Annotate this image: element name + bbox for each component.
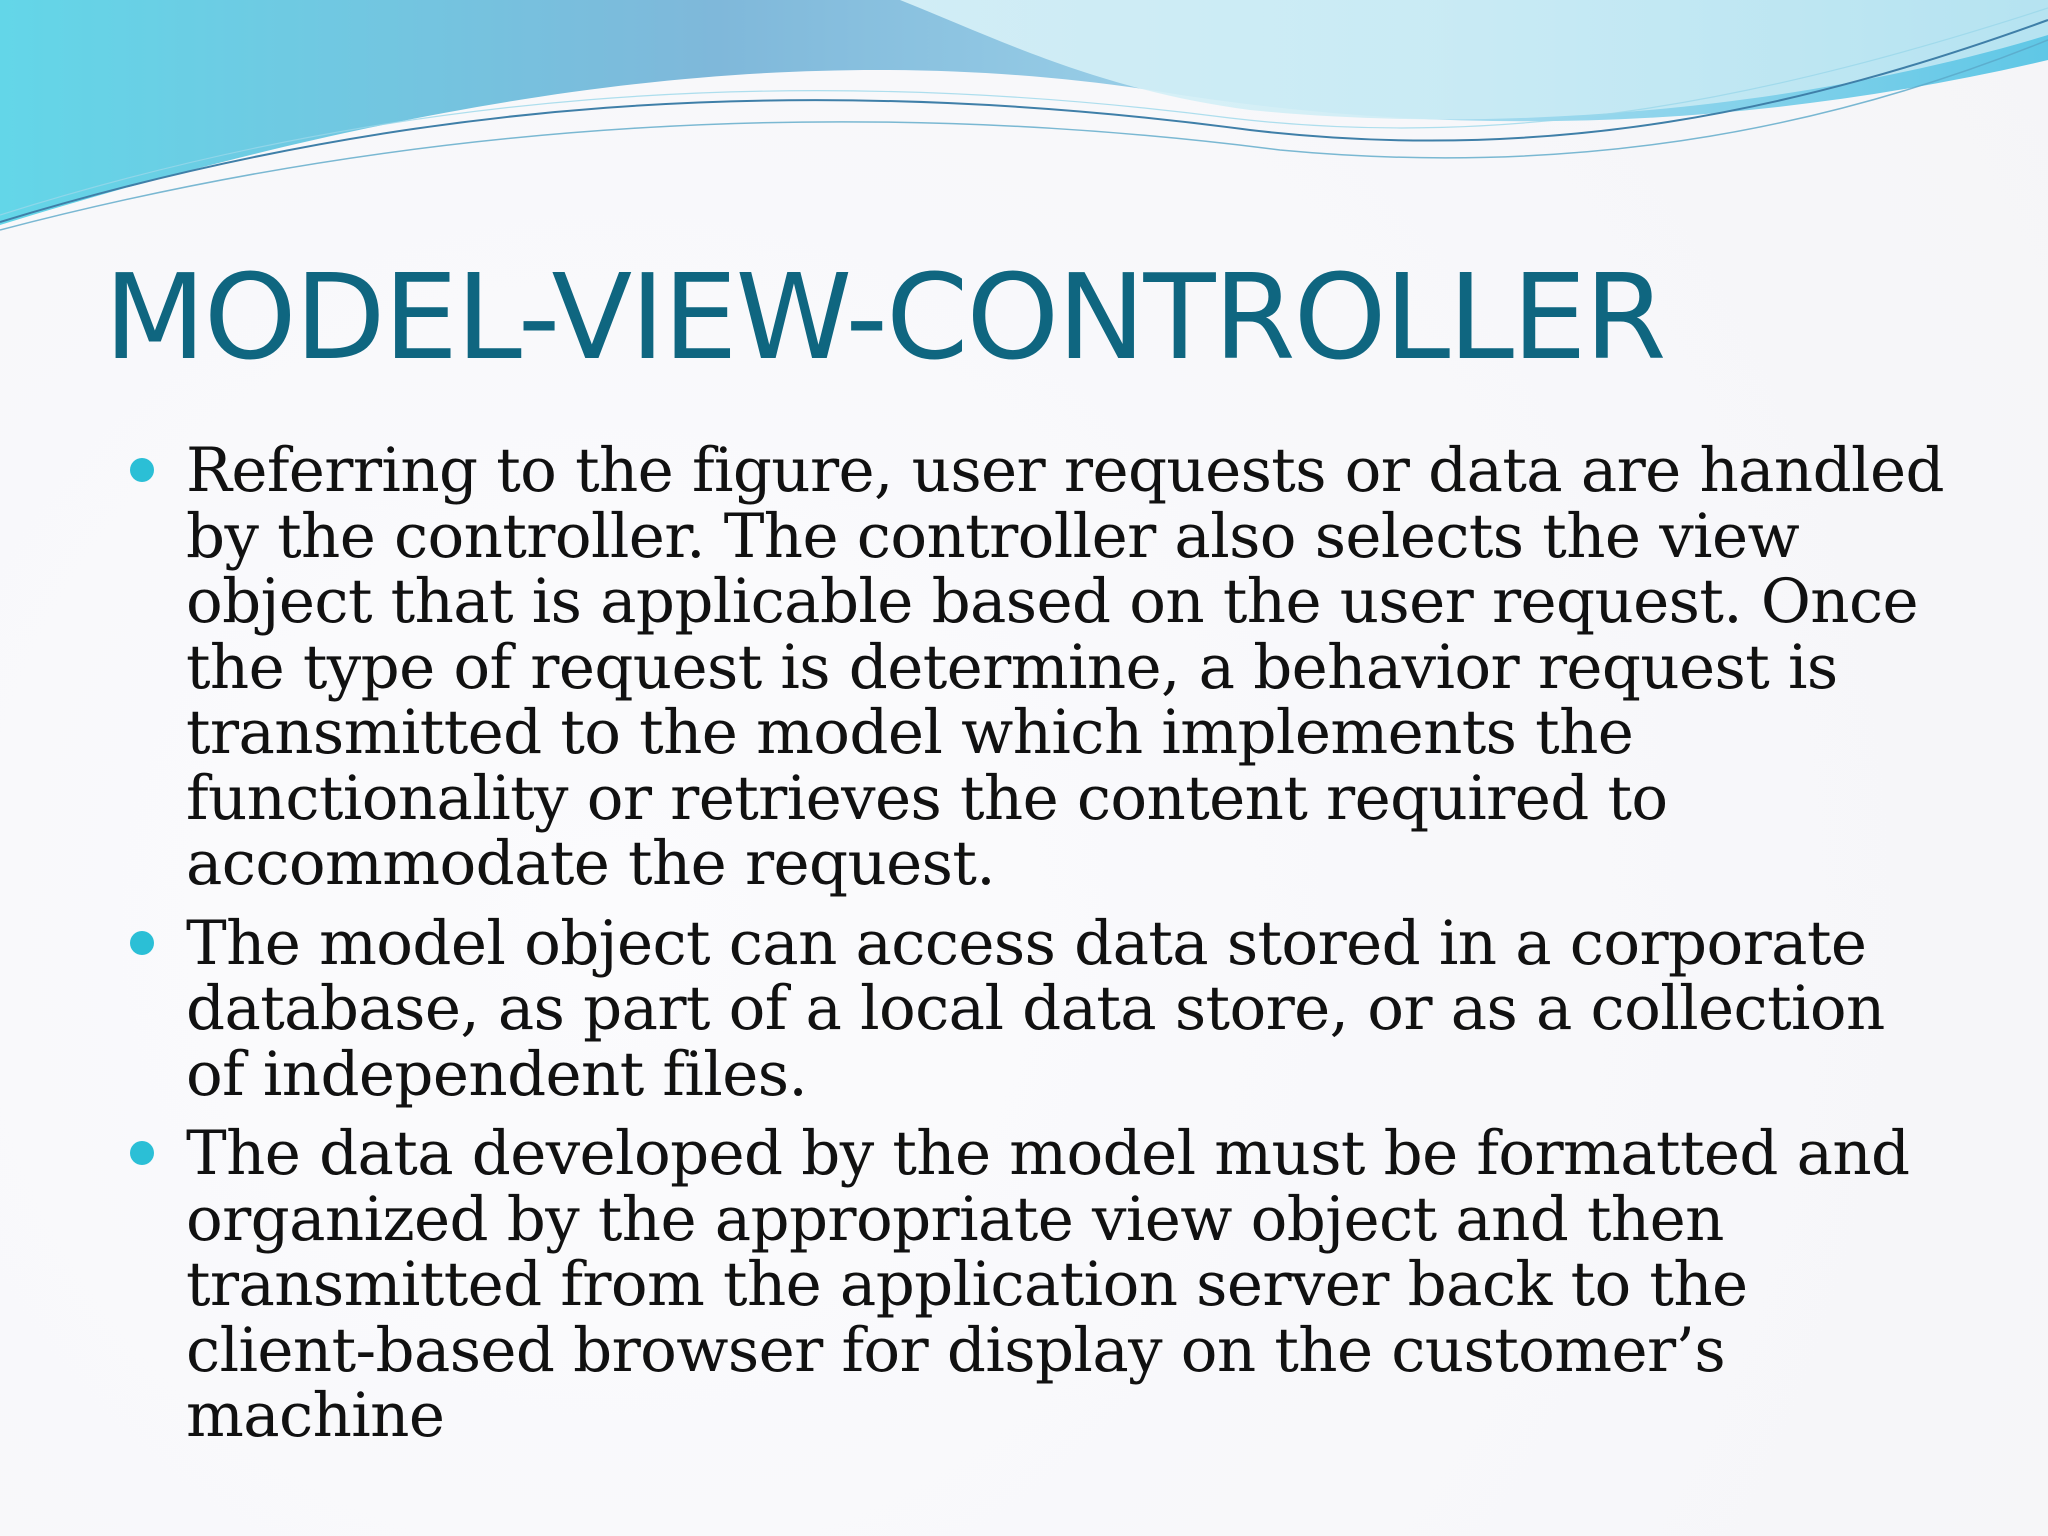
bullet-dot-icon: [130, 1141, 154, 1165]
bullet-text: Referring to the figure, user requests or data are handled by the controller. The controller also selects the view object that is applicable based on the user request. Once the type of request is determine, a behavior request is transmitted to the model which implements the functionality or retrieves the content required to accommodate the request.: [186, 435, 1944, 899]
bullet-text: The data developed by the model must be formatted and organized by the appropriate view object and then transmitted from the application server back to the client-based browser for display on the customer’s machine: [186, 1118, 1910, 1451]
header-wave-decoration: [0, 0, 2048, 240]
bullet-text: The model object can access data stored in a corporate database, as part of a local data store, or as a collection of independent files.: [186, 907, 1885, 1110]
slide-title: MODEL-VIEW-CONTROLLER: [104, 248, 1665, 386]
bullet-dot-icon: [130, 931, 154, 955]
bullet-item: [124, 1118, 1954, 1451]
bullet-item: [124, 907, 1954, 1110]
bullet-item: [124, 435, 1954, 899]
bullet-list: [124, 435, 1954, 1463]
bullet-dot-icon: [130, 458, 154, 482]
